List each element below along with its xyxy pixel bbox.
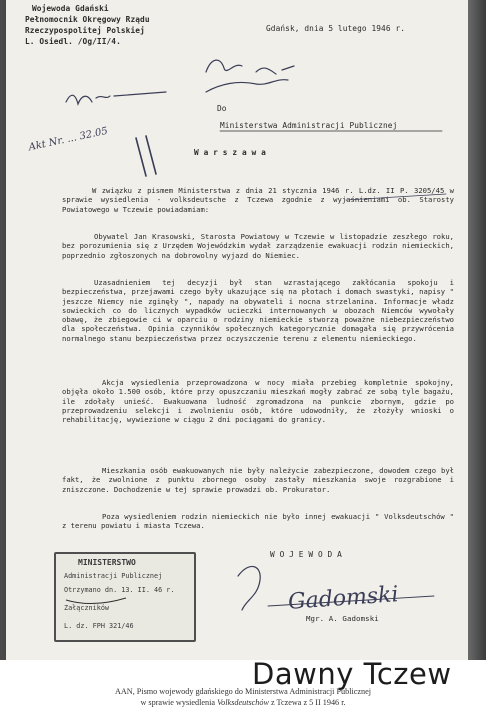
document-page [6,0,468,660]
sender-line-2: Pełnomocnik Okręgowy Rządu [25,15,150,24]
stamp-line-4: Załączników [64,604,110,612]
watermark-logo: Dawny Tczew [252,657,452,691]
stamp-line-2: Administracji Publicznej [64,572,163,580]
stamp-line-1: MINISTERSTWO [78,558,136,567]
caption-line-1: AAN, Pismo wojewody gdańskiego do Ministerstwa Administracji Publicznej [114,687,372,696]
body-paragraph-6: Poza wysiedleniem rodzin niemieckich nie było innej ewakuacji " Volksdeutschów " z terenu powiatu i miasta Tczewa. [62,512,454,531]
body-paragraph-4: Akcja wysiedlenia przeprowadzona w nocy miała przebieg kompletnie spokojny, objęła około 1.500 osób, które przy opuszczaniu mieszkań mogły zabrać ze sobą tyle bagażu, ile zdołały unieść. Ewakuowana ludność zgromadzona na punkcie zbornym, gdzie po przeprowadzeniu selekcji i zwolnieniu osób, które udowodniły, że złożyły wnioski o rehabilitację, wywiezione w ciągu 2 dni pociągami do granicy. [62,378,454,425]
signature-title: W O J E W O D A [270,550,342,559]
recipient-city: W a r s z a w a [194,148,266,157]
stamp-line-3: Otrzymano dn. 13. II. 46 r. [64,586,175,594]
sender-line-1: Wojewoda Gdański [32,4,109,13]
signature-handwritten: Gadomski [287,582,400,615]
sender-line-3: Rzeczypospolitej Polskiej [25,26,145,35]
recipient-name: Ministerstwa Administracji Publicznej [220,121,398,130]
caption-italic: Volksdeutschów [217,698,269,707]
stamp-scribble [66,598,126,604]
place-date: Gdańsk, dnia 5 lutego 1946 r. [266,24,406,33]
sender-line-4: L. Osiedl. /Og/II/4. [25,37,121,46]
body-paragraph-5: Mieszkania osób ewakuowanych nie były należycie zabezpieczone, dowodem czego był fakt, że zwolnione z punktu zbornego osoby zastały mieszkania swoje rozgrabione i zniszczone. Dochodzenie w tej sprawie prowadzi ob. Prokurator. [62,466,454,494]
caption-suffix: z Tczewa z 5 II 1946 r. [271,698,346,707]
stamp-line-5: L. dz. FPH 321/46 [64,622,134,630]
body-paragraph-1: W związku z pismem Ministerstwa z dnia 21 stycznia 1946 r. L.dz. II P. 3205/45 w sprawie wysiedlenia - volksdeutsche z Tczewa zgodnie z wyjaśnieniami ob. Starosty Powiatowego w Tczewie powiadamiam: [62,186,454,214]
signature-name: Mgr. A. Gadomski [306,614,379,623]
reference-handwritten: Akt Nr. ... 32.05 [27,125,109,154]
recipient-to: Do [217,104,227,113]
caption-line-2 [0,698,486,707]
body-paragraph-2: Obywatel Jan Krasowski, Starosta Powiatowy w Tczewie w listopadzie zeszłego roku, bez porozumienia się z Urzędem Wojewódzkim wydał zarządzenie ewakuacji rodzin niemieckich, poprzednio zgłoszonych na dobrowolny wyjazd do Niemiec. [62,232,454,260]
caption-prefix: w sprawie wysiedlenia [140,698,216,707]
pencil-marks [6,0,468,660]
scan-edge [468,0,486,716]
body-paragraph-3: Uzasadnieniem tej decyzji był stan wzrastającego zakłócania spokoju i bezpieczeństwa, przejawami czego były ukazujące się na płotach i domach swastyki, napisy " jeszcze Niemcy nie zginęły ", napady na obywateli i nocna strzelanina. Informacje władz sowieckich co do licznych wypadków ucieczki internowanych w obozach Niemców wywołały obawę, że zbiegowie ci w oparciu o rodziny niemieckie stworzą poważne niebezpieczeństwo dla społeczeństwa. Opinia czynników społecznych kategorycznie domagała się przywrócenia normalnego stanu bezpieczeństwa przez oczyszczenie terenu z elementu niemieckiego. [62,278,454,343]
